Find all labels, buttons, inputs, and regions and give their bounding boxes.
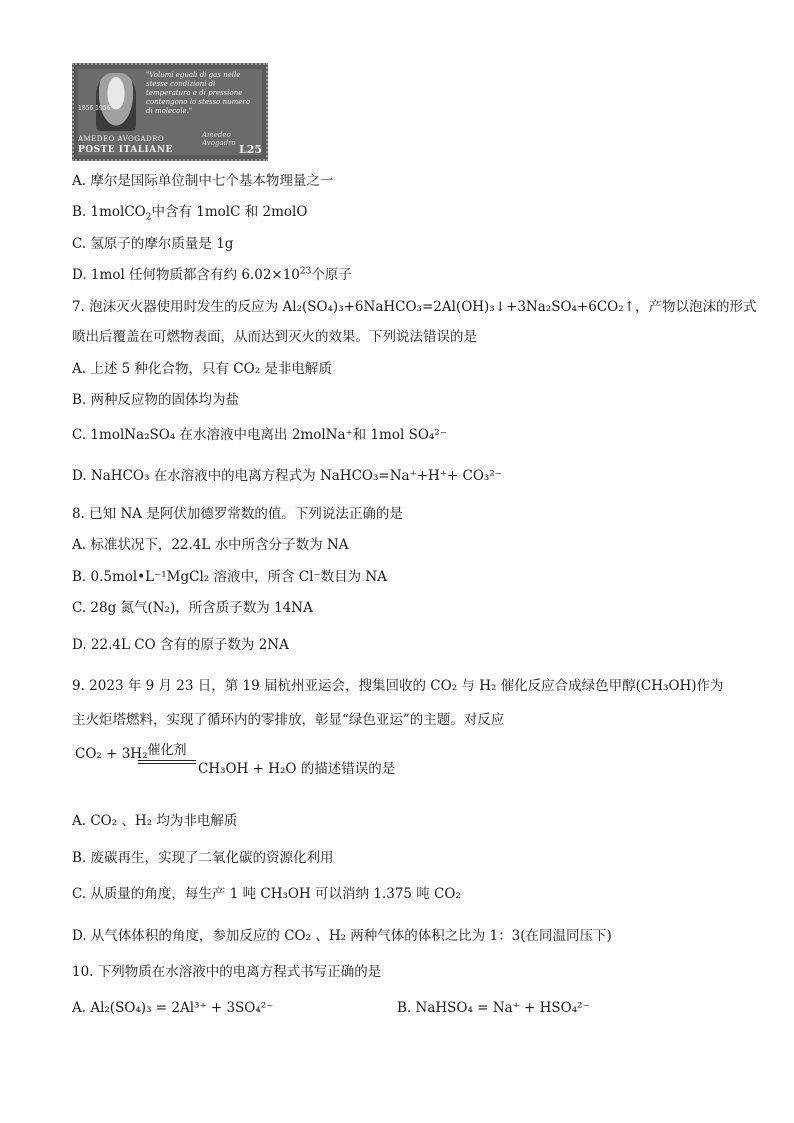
q9-stem-line1: 9. 2023 年 9 月 23 日，第 19 届杭州亚运会，搜集回收的 CO₂ 与 H₂ 催化反应合成绿色甲醇(CH₃OH)作为 [72,678,724,694]
stamp-years: 1856 1956 [78,105,111,112]
stamp-value: L25 [238,143,262,156]
q6-b-pre: B. 1molCO [72,204,146,220]
q7-stem-line1: 7. 泡沫灭火器使用时发生的反应为 Al₂(SO₄)₃+6NaHCO₃=2Al(OH)₃↓+3Na₂SO₄+6CO₂↑，产物以泡沫的形式 [72,299,757,315]
stamp-postal: POSTE ITALIANE [78,145,173,155]
portrait-figure [96,73,136,131]
q8-stem: 8. 已知 NA 是阿伏加德罗常数的值。下列说法正确的是 [72,506,403,522]
q8-option-a: A. 标准状况下，22.4L 水中所含分子数为 NA [72,537,349,553]
stamp-quote: "Volumi eguali di gas nelle stesse condizioni di temperatura e di pressione contengono lo stesso numero di molecole." [146,71,250,115]
q10-option-a: A. Al₂(SO₄)₃ = 2Al³⁺ + 3SO₄²⁻ [72,1000,274,1016]
q9-option-b: B. 废碳再生，实现了二氧化碳的资源化利用 [72,850,334,866]
q7-option-a: A. 上述 5 种化合物，只有 CO₂ 是非电解质 [72,361,332,377]
q7-option-c: C. 1molNa₂SO₄ 在水溶液中电离出 2molNa⁺和 1mol SO₄²⁻ [72,427,447,443]
q7-option-b: B. 两种反应物的固体均为盐 [72,392,240,408]
q10-option-b: B. NaHSO₄ = Na⁺ + HSO₄²⁻ [397,1000,590,1016]
q8-option-d: D. 22.4L CO 含有的原子数为 2NA [72,637,289,653]
q9-option-c: C. 从质量的角度，每生产 1 吨 CH₃OH 可以消纳 1.375 吨 CO₂ [72,886,461,902]
q7-stem-line2: 喷出后覆盖在可燃物表面，从而达到灭火的效果。下列说法错误的是 [72,329,477,345]
q6-option-d [72,266,352,284]
q8-option-b: B. 0.5mol•L⁻¹MgCl₂ 溶液中，所含 Cl⁻数目为 NA [72,569,387,585]
q9-stem-line2: 主火炬塔燃料，实现了循环内的零排放，彰显“绿色亚运”的主题。对反应 [72,712,505,728]
q9-catalyst-arrow [138,744,196,764]
q9-option-d: D. 从气体体积的角度，参加反应的 CO₂ 、H₂ 两种气体的体积之比为 1：3(在同温同压下) [72,928,612,944]
q6-b-sub: 2 [145,212,152,223]
q9-eq-left: CO₂ + 3H₂ [75,746,148,762]
q9-equation [75,746,147,762]
stamp-name: AMEDEO AVOGADRO [78,135,165,143]
q6-d-sup: 23 [299,266,312,277]
q8-option-c: C. 28g 氮气(N₂)，所含质子数为 14NA [72,600,313,616]
stamp-signature: Amedeo Avogadro [202,131,236,147]
q6-d-pre: D. 1mol 任何物质都含有约 6.02×10 [72,267,300,283]
q6-b-post: 中含有 1molC 和 2molO [151,204,308,220]
q10-stem: 10. 下列物质在水溶液中的电离方程式书写正确的是 [72,964,382,980]
q9-eq-right: CH₃OH + H₂O 的描述错误的是 [198,761,396,777]
q6-d-post: 个原子 [311,267,352,283]
q6-option-a: A. 摩尔是国际单位制中七个基本物理量之一 [72,173,334,189]
q6-option-c: C. 氢原子的摩尔质量是 1g [72,236,234,252]
avogadro-stamp-image [72,63,268,161]
q6-option-b [72,203,307,221]
q7-option-d: D. NaHCO₃ 在水溶液中的电离方程式为 NaHCO₃=Na⁺+H⁺+ CO₃²⁻ [72,468,502,484]
q9-option-a: A. CO₂ 、H₂ 均为非电解质 [72,813,238,829]
q9-catalyst-label: 催化剂 [147,743,187,758]
q9-equals-bar [138,760,196,764]
